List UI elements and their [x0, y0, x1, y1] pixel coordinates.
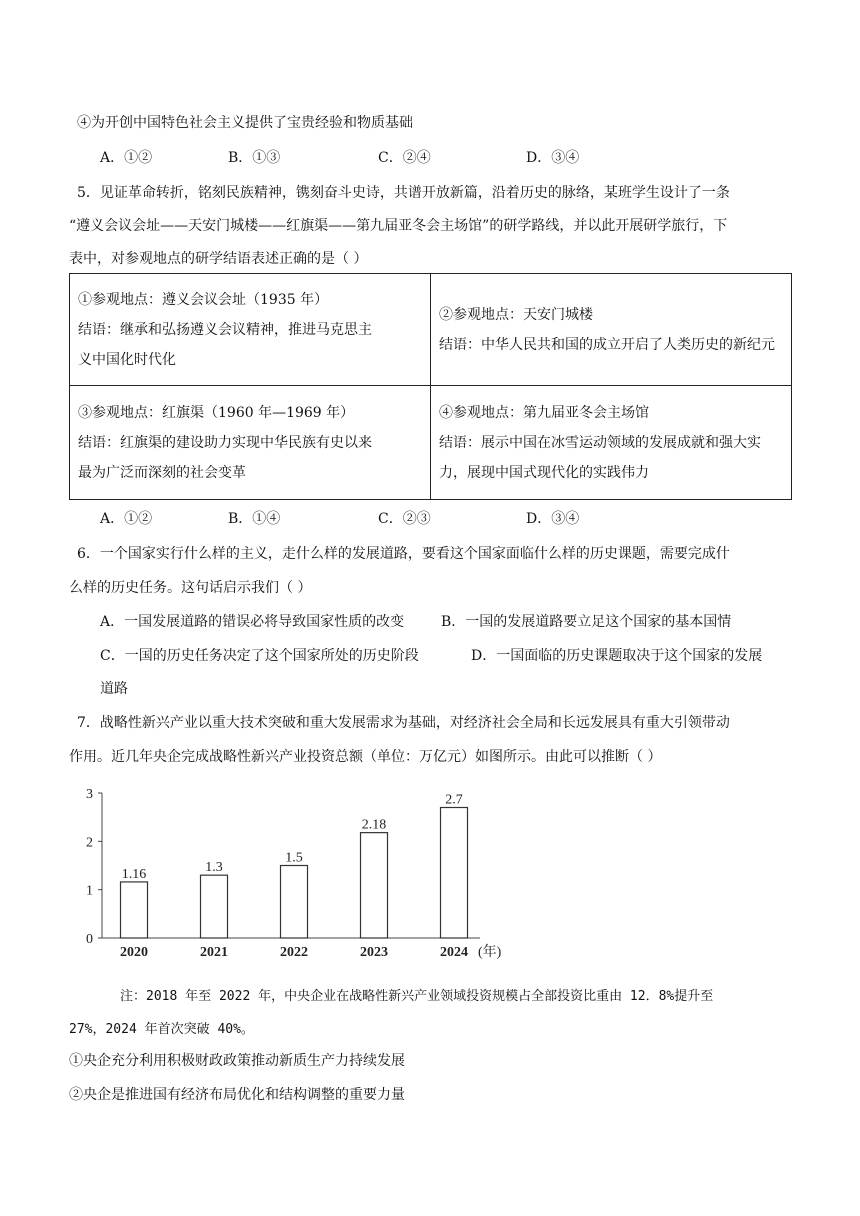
q4-option-c[interactable]: C．②④	[378, 150, 431, 166]
x-tick-label: 2022	[280, 945, 308, 960]
q5-option-a[interactable]: A．①②	[100, 511, 153, 527]
bar	[201, 875, 228, 938]
q4-option-a[interactable]: A．①②	[100, 150, 153, 166]
q7-stem-line2: 作用。近几年央企完成战略性新兴产业投资总额（单位：万亿元）如图所示。由此可以推断（ ）	[69, 749, 662, 765]
q5-option-d[interactable]: D．③④	[526, 511, 580, 527]
q6-option-b[interactable]: B．一国的发展道路要立足这个国家的基本国情	[441, 614, 732, 630]
q5-option-c[interactable]: C．②③	[378, 511, 431, 527]
y-tick-label: 1	[86, 883, 93, 899]
q4-statement-4: ④为开创中国特色社会主义提供了宝贵经验和物质基础	[77, 115, 413, 131]
q5-option-b[interactable]: B．①④	[228, 511, 281, 527]
q7-note-line2: 27%，2024 年首次突破 40%。	[69, 1022, 254, 1037]
q7-stem-line1: 7．战略性新兴产业以重大技术突破和重大发展需求为基础，对经济社会全局和长远发展具有重大引领带动	[77, 715, 730, 731]
q5-cell-1	[70, 274, 431, 386]
bar-value-label: 1.16	[121, 866, 147, 882]
q5-cell-4	[431, 386, 792, 500]
bar-value-label: 2.7	[445, 792, 463, 808]
bar	[441, 808, 468, 939]
q5-stem-line3: 表中，对参观地点的研学结语表述正确的是（ ）	[69, 251, 368, 267]
q5-cell-1-line3: 义中国化时代化	[78, 351, 176, 368]
q6-stem-line2: 么样的历史任务。这句话启示我们（ ）	[69, 580, 312, 596]
q5-cell-4-line3: 力，展现中国式现代化的实践伟力	[439, 464, 649, 481]
x-tick-label: 2021	[200, 945, 228, 960]
q6-stem-line1: 6．一个国家实行什么样的主义，走什么样的发展道路，要看这个国家面临什么样的历史课题，需要完成什	[77, 546, 730, 562]
q5-table	[69, 273, 792, 500]
q7-note-line1: 注：2018 年至 2022 年，中央企业在战略性新兴产业领域投资规模占全部投资比重由 12．8%提升至	[120, 989, 714, 1004]
q5-cell-4-line2: 结语：展示中国在冰雪运动领域的发展成就和强大实	[439, 434, 761, 451]
q5-cell-1-line2: 结语：继承和弘扬遵义会议精神，推进马克思主	[78, 321, 372, 338]
q5-cell-3-line2: 结语：红旗渠的建设助力实现中华民族有史以来	[78, 434, 372, 451]
bar-value-label: 1.5	[285, 850, 303, 866]
q5-cell-3	[70, 386, 431, 500]
q4-option-d[interactable]: D．③④	[526, 150, 580, 166]
y-tick-label: 3	[86, 787, 93, 802]
x-tick-label: 2024	[440, 945, 468, 960]
y-tick-label: 0	[86, 932, 93, 947]
x-tick-label: 2020	[120, 945, 148, 960]
q5-cell-2-line2: 结语：中华人民共和国的成立开启了人类历史的新纪元	[439, 336, 775, 353]
q5-cell-3-line1: ③参观地点：红旗渠（1960 年—1969 年）	[78, 404, 355, 421]
q7-statement-2: ②央企是推进国有经济布局优化和结构调整的重要力量	[69, 1087, 405, 1103]
q6-option-c[interactable]: C．一国的历史任务决定了这个国家所处的历史阶段	[100, 648, 419, 664]
q6-option-a[interactable]: A．一国发展道路的错误必将导致国家性质的改变	[100, 614, 405, 630]
bar	[361, 833, 388, 938]
bar	[281, 866, 308, 939]
x-tick-label: 2023	[360, 945, 388, 960]
q5-cell-4-line1: ④参观地点：第九届亚冬会主场馆	[439, 404, 649, 421]
bar-value-label: 1.3	[205, 860, 223, 876]
q5-cell-2-line1: ②参观地点：天安门城楼	[439, 306, 593, 323]
q4-option-b[interactable]: B．①③	[228, 150, 281, 166]
bar	[121, 882, 148, 938]
q5-stem-line1: 5．见证革命转折，铭刻民族精神，镌刻奋斗史诗，共谱开放新篇，沿着历史的脉络，某班学生设计了一条	[77, 185, 730, 201]
x-axis-unit-label: (年)	[478, 945, 502, 960]
q6-option-d-continued: 道路	[100, 681, 128, 697]
investment-bar-chart	[70, 778, 510, 968]
q5-cell-1-line1: ①参观地点：遵义会议会址（1935 年）	[78, 291, 329, 308]
q5-cell-3-line3: 最为广泛而深刻的社会变革	[78, 464, 246, 481]
bar-value-label: 2.18	[361, 817, 387, 833]
q5-cell-2	[431, 274, 792, 386]
y-tick-label: 2	[86, 835, 93, 851]
q5-stem-line2: “遵义会议会址——天安门城楼——红旗渠——第九届亚冬会主场馆”的研学路线，并以此开展研学旅行，下	[69, 218, 728, 234]
q6-option-d[interactable]: D．一国面临的历史课题取决于这个国家的发展	[471, 648, 763, 664]
q7-statement-1: ①央企充分利用积极财政政策推动新质生产力持续发展	[69, 1053, 405, 1069]
